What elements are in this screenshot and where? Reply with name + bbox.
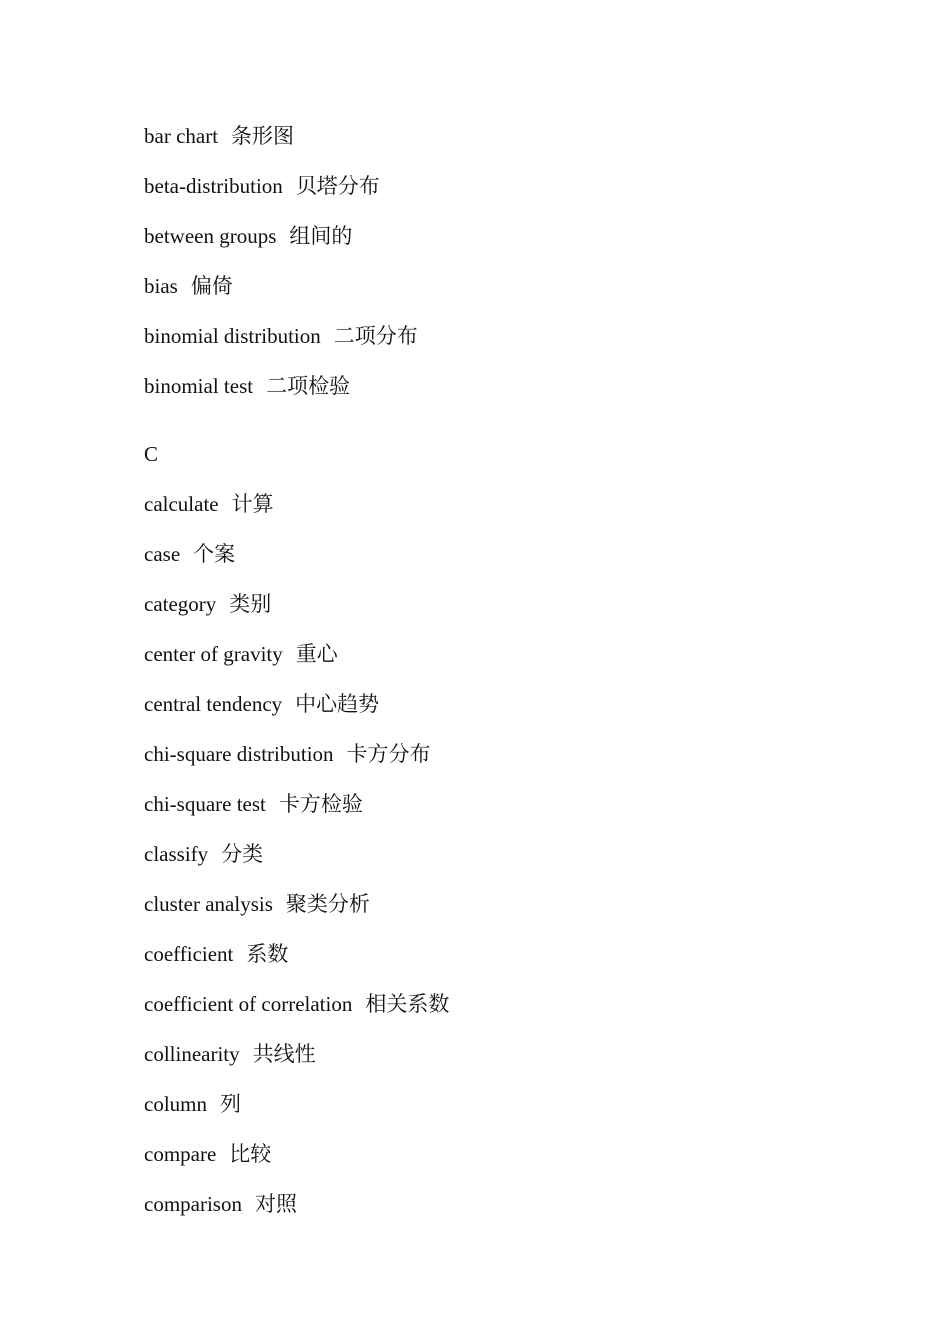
entry-translation: 列 bbox=[220, 1092, 241, 1116]
entry-term: classify bbox=[144, 842, 209, 866]
glossary-entry bbox=[144, 636, 844, 686]
glossary-entry bbox=[144, 986, 844, 1036]
glossary-entry bbox=[144, 536, 844, 586]
entry-term: cluster analysis bbox=[144, 892, 273, 916]
entry-translation: 卡方分布 bbox=[346, 742, 431, 766]
glossary-entry bbox=[144, 1186, 844, 1236]
glossary-entry bbox=[144, 736, 844, 786]
entry-term: calculate bbox=[144, 492, 219, 516]
entry-term: coefficient of correlation bbox=[144, 992, 353, 1016]
entry-term: comparison bbox=[144, 1192, 242, 1216]
entry-translation: 类别 bbox=[229, 592, 272, 616]
entry-term: beta-distribution bbox=[144, 174, 283, 198]
entry-term: category bbox=[144, 592, 217, 616]
glossary-entry bbox=[144, 686, 844, 736]
entry-translation: 组间的 bbox=[289, 224, 353, 248]
section-heading-c: C bbox=[144, 442, 159, 466]
entry-translation: 计算 bbox=[231, 492, 274, 516]
glossary-entry bbox=[144, 368, 844, 418]
entry-translation: 二项检验 bbox=[266, 374, 351, 398]
entry-translation: 中心趋势 bbox=[295, 692, 380, 716]
glossary-entry bbox=[144, 486, 844, 536]
entry-translation: 重心 bbox=[295, 642, 338, 666]
entry-term: chi-square test bbox=[144, 792, 266, 816]
glossary-entry bbox=[144, 836, 844, 886]
entry-term: column bbox=[144, 1092, 207, 1116]
entry-term: central tendency bbox=[144, 692, 283, 716]
entry-term: collinearity bbox=[144, 1042, 240, 1066]
entry-translation: 偏倚 bbox=[190, 274, 233, 298]
entry-translation: 比较 bbox=[229, 1142, 272, 1166]
glossary-list bbox=[144, 118, 844, 1236]
glossary-entry bbox=[144, 168, 844, 218]
entry-term: compare bbox=[144, 1142, 217, 1166]
entry-translation: 贝塔分布 bbox=[295, 174, 380, 198]
entry-translation: 卡方检验 bbox=[278, 792, 363, 816]
glossary-entry bbox=[144, 218, 844, 268]
entry-term: binomial test bbox=[144, 374, 254, 398]
glossary-entry bbox=[144, 318, 844, 368]
entry-translation: 个案 bbox=[193, 542, 236, 566]
entry-translation: 聚类分析 bbox=[285, 892, 370, 916]
entry-term: coefficient bbox=[144, 942, 234, 966]
entry-translation: 二项分布 bbox=[333, 324, 418, 348]
glossary-entry bbox=[144, 1136, 844, 1186]
entry-translation: 相关系数 bbox=[365, 992, 450, 1016]
glossary-entry bbox=[144, 268, 844, 318]
glossary-entry bbox=[144, 118, 844, 168]
glossary-entry bbox=[144, 1086, 844, 1136]
entry-translation: 共线性 bbox=[252, 1042, 316, 1066]
glossary-entry bbox=[144, 586, 844, 636]
glossary-entry bbox=[144, 1036, 844, 1086]
entry-term: binomial distribution bbox=[144, 324, 321, 348]
entry-term: bias bbox=[144, 274, 178, 298]
entry-term: center of gravity bbox=[144, 642, 283, 666]
glossary-entry bbox=[144, 886, 844, 936]
entry-translation: 对照 bbox=[254, 1192, 297, 1216]
entry-translation: 分类 bbox=[221, 842, 264, 866]
entry-term: bar chart bbox=[144, 124, 219, 148]
glossary-entry bbox=[144, 936, 844, 986]
entry-term: between groups bbox=[144, 224, 277, 248]
entry-translation: 条形图 bbox=[231, 124, 295, 148]
entry-term: case bbox=[144, 542, 181, 566]
glossary-entry bbox=[144, 786, 844, 836]
entry-translation: 系数 bbox=[246, 942, 289, 966]
entry-term: chi-square distribution bbox=[144, 742, 334, 766]
